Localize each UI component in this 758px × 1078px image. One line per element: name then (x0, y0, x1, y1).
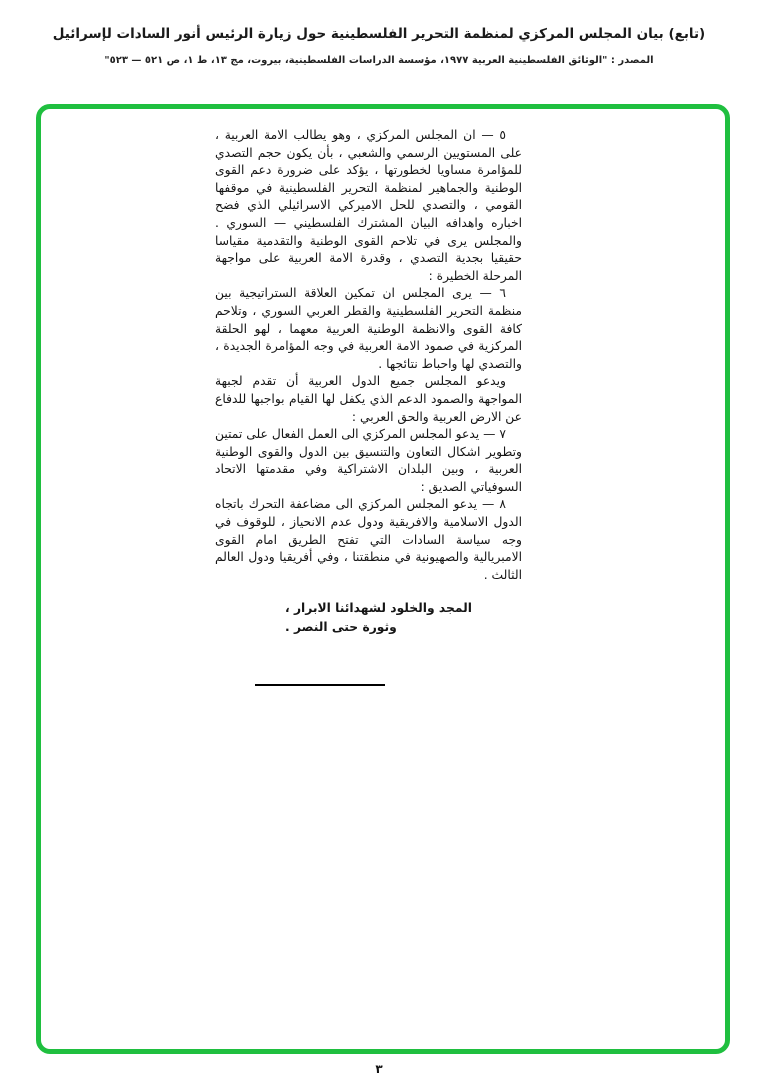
body-text-column (215, 127, 522, 686)
separator-line (255, 684, 385, 686)
document-header (0, 0, 758, 66)
document-title: (تابع) بيان المجلس المركزي لمنظمة التحرير الفلسطينية حول زيارة الرئيس أنور السادات لإسرائيل (52, 26, 706, 42)
content-frame (36, 104, 730, 1054)
page-number: ٣ (375, 1062, 383, 1076)
paragraph-item-5: ٥ — ان المجلس المركزي ، وهو يطالب الامة العربية ، على المستويين الرسمي والشعبي ، بأن يكون حجم التصدي للمؤامرة مساويا لخطورتها ، يؤكد على ضرورة دعم القوى الوطنية والجماهير لمنظمة التحرير الفلسطينية في موقفها القومي ، والتصدي للحل الاميركي الاسرائيلي الذي فضح اخباره واهدافه البيان المشترك الفلسطيني — السوري . والمجلس يرى في تلاحم القوى الوطنية والتقدمية مقياسا حقيقيا بجدية التصدي ، وقدرة الامة العربية على مواجهة المرحلة الخطيرة : (215, 128, 522, 283)
closing-line-martyrs: المجد والخلود لشهدائنا الابرار ، (285, 601, 472, 616)
document-source-citation: المصدر : "الوثائق الفلسطينية العربية ١٩٧٧، مؤسسة الدراسات الفلسطينية، بيروت، مج ١٣، ط ١، ص ٥٢١ — ٥٢٣" (104, 55, 654, 66)
closing-line-revolution: وثورة حتى النصر . (285, 619, 397, 634)
paragraph-item-8: ٨ — يدعو المجلس المركزي الى مضاعفة التحرك باتجاه الدول الاسلامية والافريقية ودول عدم الانحياز ، للوقوف في وجه سياسة السادات التي تفتح الطريق امام القوى الامبريالية والصهيونية في منطقتنا ، وفي أفريقيا ودول العالم الثالث . (215, 497, 522, 582)
paragraph-item-6-continuation: ويدعو المجلس جميع الدول العربية أن تقدم لجبهة المواجهة والصمود الدعم الذي يكفل لها القيام بواجبها للدفاع عن الارض العربية والحق العربي : (215, 374, 522, 424)
closing-slogans (215, 599, 522, 636)
paragraph-item-7: ٧ — يدعو المجلس المركزي الى العمل الفعال على تمتين وتطوير اشكال التعاون والتنسيق بين الدول والقوى الوطنية العربية ، وبين البلدان الاشتراكية وفي مقدمتها الاتحاد السوفياتي الصديق : (215, 427, 522, 494)
paragraph-item-6: ٦ — يرى المجلس ان تمكين العلاقة الستراتيجية بين منظمة التحرير الفلسطينية والقطر العربي السوري ، وتلاحم كافة القوى والانظمة الوطنية العربية معهما ، لهو الحلقة المركزية في صمود الامة العربية في وجه المؤامرة الجديدة ، والتصدي لها واحباط نتائجها . (215, 286, 522, 371)
